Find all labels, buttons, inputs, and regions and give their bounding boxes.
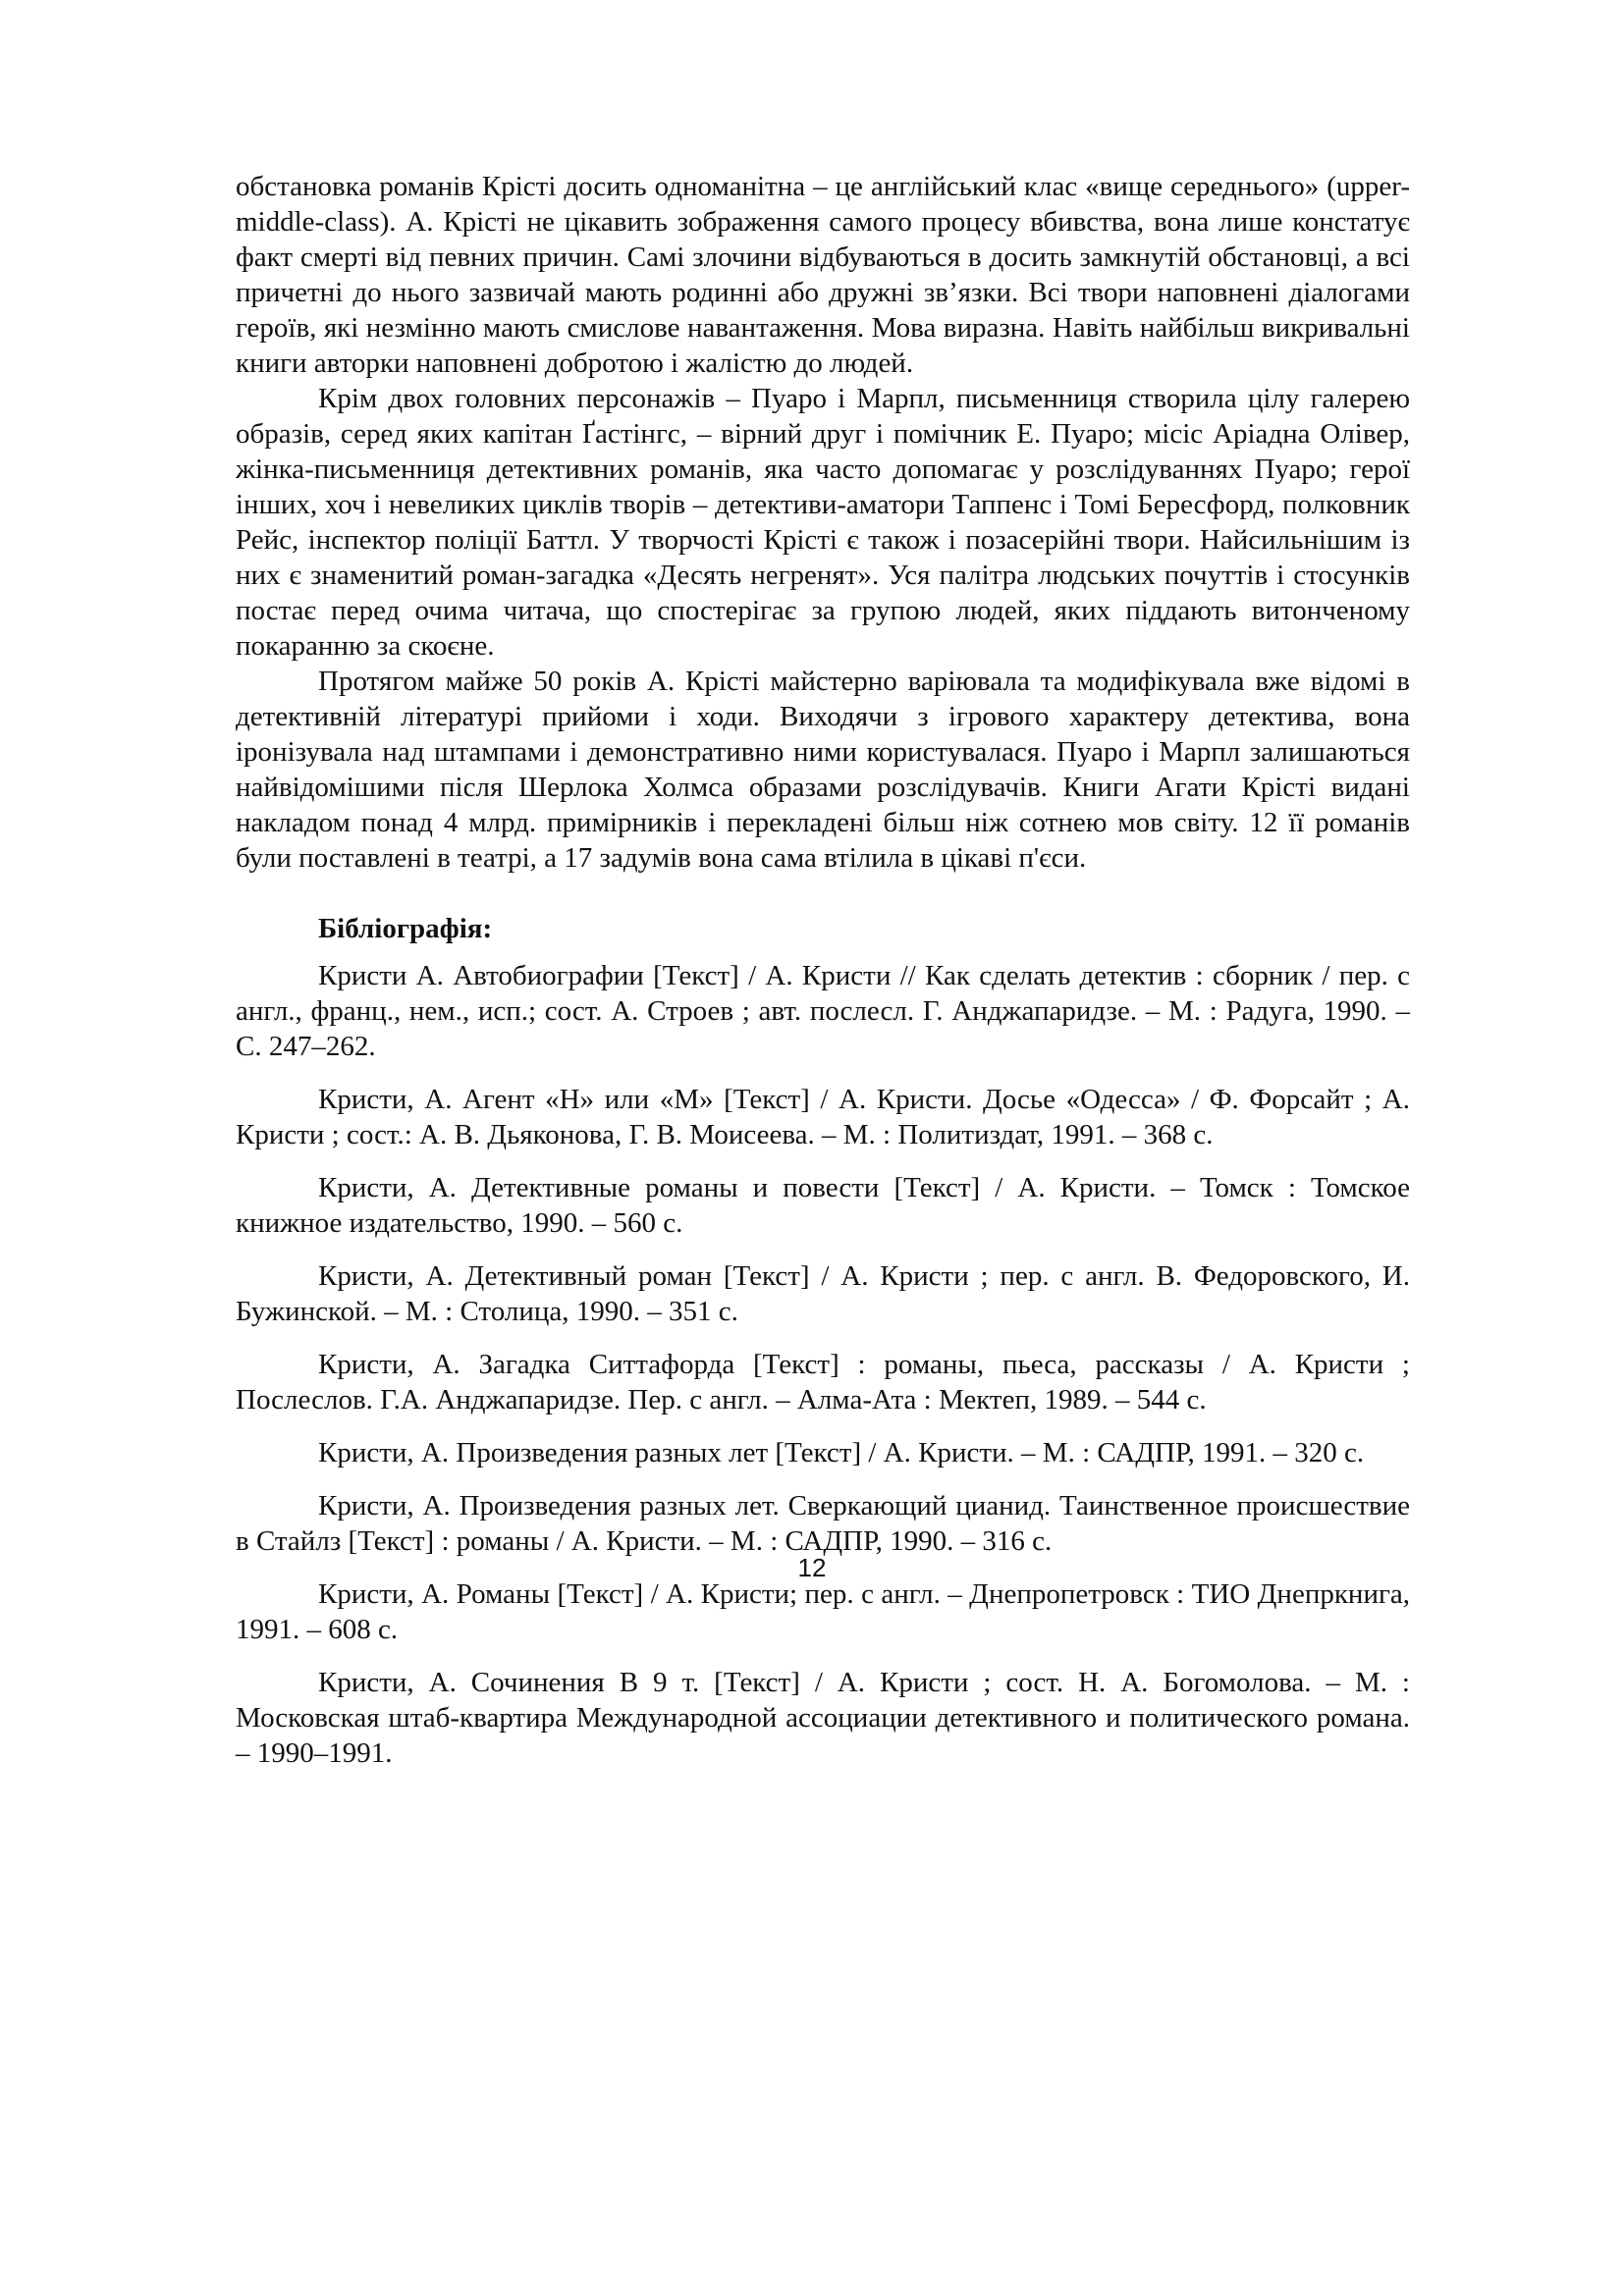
bibliography-entry: Кристи А. Автобиографии [Текст] / А. Кристи // Как сделать детектив : сборник / пер. с англ., франц., нем., исп.; сост. А. Строев ; авт. послесл. Г. Анджапаридзе. – М. : Радуга, 1990. – С. 247–262. bbox=[236, 960, 1410, 1062]
body-paragraph: обстановка романів Крісті досить одноманітна – це англійський клас «вище середнього» (upper-middle-class). А. Крісті не цікавить зображення самого процесу вбивства, вона лише констатує факт смерті від певних причин. Самі злочини відбуваються в досить замкнутій обстановці, а всі причетні до нього зазвичай мають родинні або дружні зв’язки. Всі твори наповнені діалогами героїв, які незмінно мають смислове навантаження. Мова виразна. Навіть найбільш викривальні книги авторки наповнені добротою і жалістю до людей. bbox=[236, 171, 1410, 379]
bibliography-entry: Кристи, А. Детективный роман [Текст] / А. Кристи ; пер. с англ. В. Федоровского, И. Бужинской. – М. : Столица, 1990. – 351 с. bbox=[236, 1260, 1410, 1327]
body-paragraph: Протягом майже 50 років А. Крісті майстерно варіювала та модифікувала вже відомі в детективній літературі прийоми і ходи. Виходячи з ігрового характеру детектива, вона іронізувала над штампами і демонстративно ними користувалася. Пуаро і Марпл залишаються найвідомішими після Шерлока Холмса образами розслідувачів. Книги Агати Крісті видані накладом понад 4 млрд. примірників і перекладені більш ніж сотнею мов світу. 12 її романів були поставлені в театрі, а 17 задумів вона сама втілила в цікаві п'єси. bbox=[236, 666, 1410, 874]
bibliography-entry: Кристи, А. Романы [Текст] / А. Кристи; пер. с англ. – Днепропетровск : ТИО Днепркнига, 1991. – 608 с. bbox=[236, 1578, 1410, 1645]
bibliography-entry: Кристи, А. Агент «Н» или «М» [Текст] / А. Кристи. Досье «Одесса» / Ф. Форсайт ; А. Кристи ; сост.: А. В. Дьяконова, Г. В. Моисеева. – М. : Политиздат, 1991. – 368 с. bbox=[236, 1084, 1410, 1150]
page-number: 12 bbox=[797, 1553, 827, 1582]
body-paragraph: Крім двох головних персонажів – Пуаро і Марпл, письменниця створила цілу галерею образів, серед яких капітан Ґастінгс, – вірний друг і помічник Е. Пуаро; місіс Аріадна Олівер, жінка-письменниця детективних романів, яка часто допомагає у розслідуваннях Пуаро; герої інших, хоч і невеликих циклів творів – детективи-аматори Таппенс і Томі Бересфорд, полковник Рейс, інспектор поліції Баттл. У творчості Крісті є також і позасерійні твори. Найсильнішим із них є знаменитий роман-загадка «Десять негренят». Уся палітра людських почуттів і стосунків постає перед очима читача, що спостерігає за групою людей, яких піддають витонченому покаранню за скоєне. bbox=[236, 383, 1410, 662]
bibliography-entry: Кристи, А. Произведения разных лет [Текст] / А. Кристи. – М. : САДПР, 1991. – 320 с. bbox=[318, 1437, 1365, 1468]
bibliography-entry: Кристи, А. Сочинения В 9 т. [Текст] / А. Кристи ; сост. Н. А. Богомолова. – М. : Московская штаб-квартира Международной ассоциации детективного и политического романа. – 1990–1991. bbox=[236, 1667, 1410, 1769]
bibliography-heading: Бібліографія: bbox=[318, 913, 493, 944]
bibliography-entry: Кристи, А. Произведения разных лет. Сверкающий цианид. Таинственное происшествие в Стайлз [Текст] : романы / А. Кристи. – М. : САДПР, 1990. – 316 с. bbox=[236, 1490, 1410, 1557]
document-page bbox=[236, 169, 1410, 1789]
bibliography-list bbox=[236, 958, 1410, 1771]
bibliography-entry: Кристи, А. Детективные романы и повести [Текст] / А. Кристи. – Томск : Томское книжное издательство, 1990. – 560 с. bbox=[236, 1172, 1410, 1239]
bibliography-entry: Кристи, А. Загадка Ситтафорда [Текст] : романы, пьеса, рассказы / А. Кристи ; Послеслов. Г.А. Анджапаридзе. Пер. с англ. – Алма-Ата : Мектеп, 1989. – 544 с. bbox=[236, 1349, 1410, 1415]
